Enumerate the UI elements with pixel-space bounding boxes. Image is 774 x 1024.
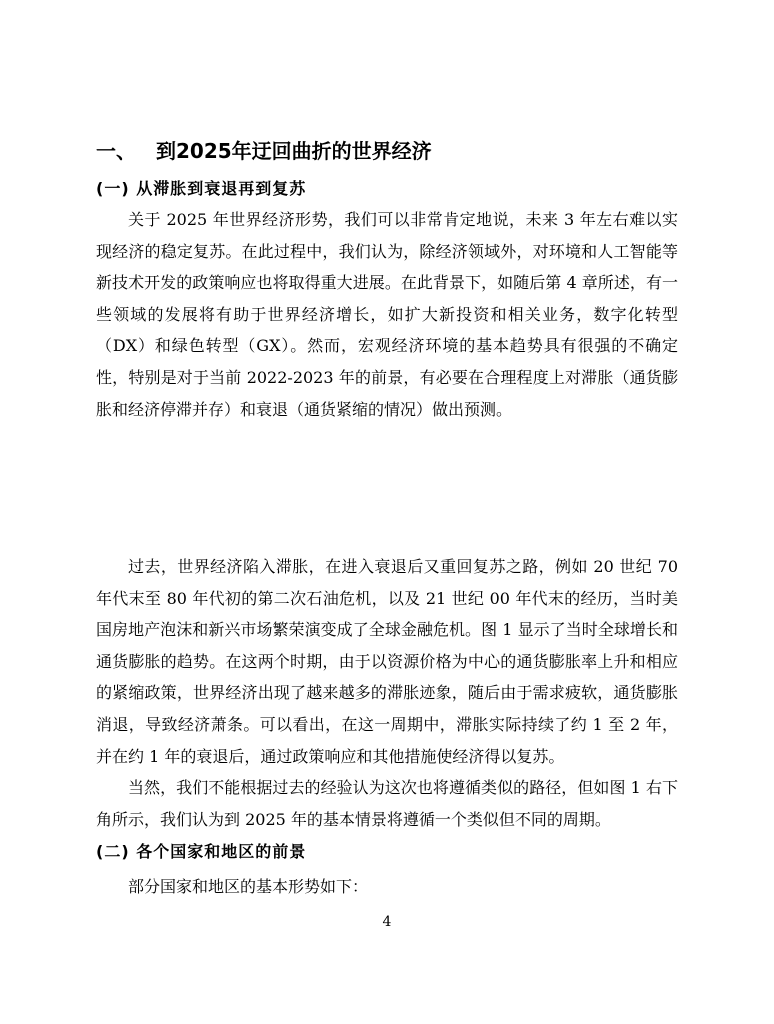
- paragraph-3: 当然，我们不能根据过去的经验认为这次也将遵循类似的路径，但如图 1 右下角所示，我们认为到 2025 年的基本情景将遵循一个类似但不同的周期。: [96, 778, 678, 829]
- page-number: 4: [382, 914, 392, 930]
- section-heading: [96, 136, 696, 166]
- subsection-heading-2: (二) 各个国家和地区的前景: [96, 842, 307, 861]
- section-title: 到2025年迂回曲折的世界经济: [156, 139, 432, 163]
- subsection-heading-1: (一) 从滞胀到衰退再到复苏: [96, 179, 307, 198]
- paragraph-4: 部分国家和地区的基本形势如下：: [128, 877, 369, 896]
- paragraph-2: 过去，世界经济陷入滞胀，在进入衰退后又重回复苏之路，例如 20 世纪 70 年代末至 80 年代初的第二次石油危机，以及 21 世纪 00 年代末的经历，当时美国房地产泡沫和新兴市场繁荣演变成了全球金融危机。图 1 显示了当时全球增长和通货膨胀的趋势。在这两个时期，由于以资源价格为中心的通货膨胀率上升和相应的紧缩政策，世界经济出现了越来越多的滞胀迹象，随后由于需求疲软，通货膨胀消退，导致经济萧条。可以看出，在这一周期中，滞胀实际持续了约 1 至 2 年，并在约 1 年的衰退后，通过政策响应和其他措施使经济得以复苏。: [96, 557, 678, 766]
- section-number: 一、: [96, 139, 136, 163]
- paragraph-1: 关于 2025 年世界经济形势，我们可以非常肯定地说，未来 3 年左右难以实现经济的稳定复苏。在此过程中，我们认为，除经济领域外，对环境和人工智能等新技术开发的政策响应也将取得重大进展。在此背景下，如随后第 4 章所述，有一些领域的发展将有助于世界经济增长，如扩大新投资和相关业务，数字化转型（DX）和绿色转型（GX）。然而，宏观经济环境的基本趋势具有很强的不确定性，特别是对于当前 2022-2023 年的前景，有必要在合理程度上对滞胀（通货膨胀和经济停滞并存）和衰退（通货紧缩的情况）做出预测。: [96, 210, 678, 419]
